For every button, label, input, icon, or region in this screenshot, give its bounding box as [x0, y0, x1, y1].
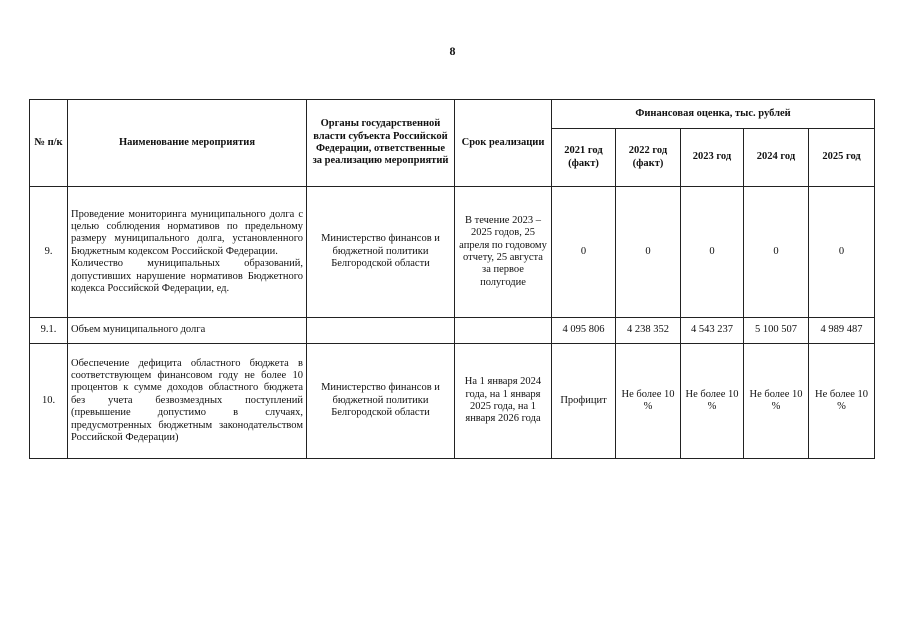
value-2024: Не более 10 %	[744, 344, 809, 459]
value-2021: 0	[552, 187, 616, 318]
value-2021: 4 095 806	[552, 318, 616, 344]
responsible-organ: Министерство финансов и бюджетной политики Белгородской области	[307, 344, 455, 459]
value-2022: 0	[616, 187, 681, 318]
header-term: Срок реализации	[455, 100, 552, 187]
measure-name: Обеспечение дефицита областного бюджета в соответствующем финансовом году не более 10 процентов к сумме доходов областного бюджета без учета безвозмездных поступлений (превышение допустимо в случаях, предусмотренных бюджетным законодательством Российской Федерации)	[68, 344, 307, 459]
row-number: 9.	[30, 187, 68, 318]
value-2021: Профицит	[552, 344, 616, 459]
header-row-1	[30, 100, 875, 129]
value-2024: 0	[744, 187, 809, 318]
header-year-2023: 2023 год	[681, 129, 744, 187]
measure-name: Объем муниципального долга	[68, 318, 307, 344]
responsible-organ: Министерство финансов и бюджетной политики Белгородской области	[307, 187, 455, 318]
header-organs: Органы государственной власти субъекта Российской Федерации, ответственные за реализацию мероприятий	[307, 100, 455, 187]
row-number: 9.1.	[30, 318, 68, 344]
row-number: 10.	[30, 344, 68, 459]
value-2023: 0	[681, 187, 744, 318]
header-year-2021: 2021 год (факт)	[552, 129, 616, 187]
term: На 1 января 2024 года, на 1 января 2025 года, на 1 января 2026 года	[455, 344, 552, 459]
value-2022: Не более 10 %	[616, 344, 681, 459]
value-2025: 0	[809, 187, 875, 318]
value-2023: Не более 10 %	[681, 344, 744, 459]
header-finance: Финансовая оценка, тыс. рублей	[552, 100, 875, 129]
measures-table	[29, 99, 875, 459]
header-year-2025: 2025 год	[809, 129, 875, 187]
value-2025: 4 989 487	[809, 318, 875, 344]
table-row	[30, 344, 875, 459]
measure-name-paragraph: Проведение мониторинга муниципального долга с целью соблюдения нормативов по предельному размеру муниципального долга, установленного Бюджетным кодексом Российской Федерации.	[71, 208, 303, 257]
header-year-2022: 2022 год (факт)	[616, 129, 681, 187]
header-num: № п/к	[30, 100, 68, 187]
responsible-organ	[307, 318, 455, 344]
term	[455, 318, 552, 344]
value-2024: 5 100 507	[744, 318, 809, 344]
measure-name	[68, 187, 307, 318]
value-2023: 4 543 237	[681, 318, 744, 344]
table-row	[30, 318, 875, 344]
measure-name-paragraph: Количество муниципальных образований, допустивших нарушение нормативов Бюджетного кодекса Российской Федерации, ед.	[71, 258, 303, 294]
page-number: 8	[449, 44, 456, 58]
header-name: Наименование мероприятия	[68, 100, 307, 187]
value-2025: Не более 10 %	[809, 344, 875, 459]
table-row	[30, 187, 875, 318]
header-year-2024: 2024 год	[744, 129, 809, 187]
term: В течение 2023 – 2025 годов, 25 апреля по годовому отчету, 25 августа за первое полугодие	[455, 187, 552, 318]
value-2022: 4 238 352	[616, 318, 681, 344]
